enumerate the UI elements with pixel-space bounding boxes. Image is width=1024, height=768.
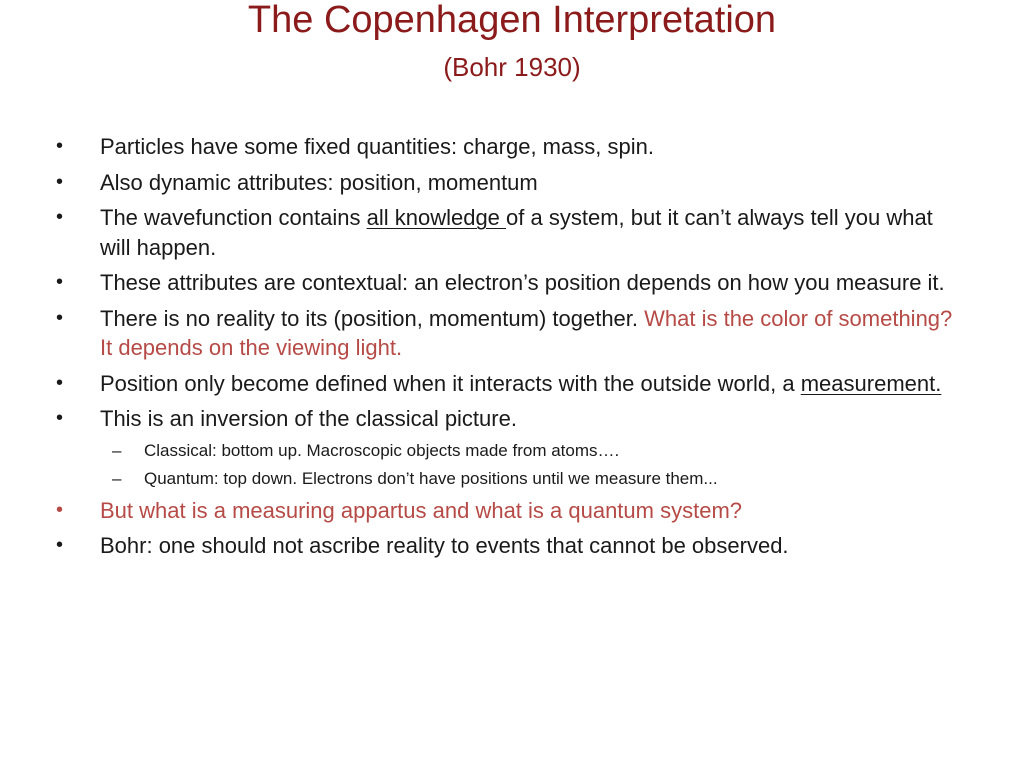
bullet-text-continued: of a system, but it can’t always tell you what will happen. [100, 205, 933, 260]
sub-bullet-item [56, 468, 956, 490]
bullet-icon: • [56, 135, 64, 157]
bullet-icon: • [56, 271, 64, 293]
bullet-item [56, 404, 956, 434]
bullet-text: Also dynamic attributes: position, momentum [100, 169, 538, 195]
bullet-text: There is no reality to its (position, momentum) together. [100, 305, 645, 331]
sub-bullet-text: Quantum: top down. Electrons don’t have positions until we measure them... [144, 468, 718, 488]
bullet-icon: • [56, 498, 64, 521]
bullet-item [56, 268, 956, 298]
bullet-text: Bohr: one should not ascribe reality to events that cannot be observed. [100, 533, 789, 558]
bullet-item [56, 531, 956, 561]
underlined-phrase: measurement. [800, 370, 942, 396]
sub-bullet-item [56, 440, 956, 462]
bullet-icon: • [56, 371, 64, 394]
bullet-item [56, 496, 956, 526]
bullet-text: But what is a measuring appartus and what is a quantum system? [100, 497, 743, 523]
slide-subtitle: (Bohr 1930) [443, 52, 581, 82]
slide-title: The Copenhagen Interpretation [247, 0, 777, 41]
sub-bullet-text: Classical: bottom up. Macroscopic objects made from atoms…. [144, 440, 620, 460]
bullet-text: These attributes are contextual: an electron’s position depends on how you measure it. [100, 270, 945, 295]
underlined-phrase: all knowledge [366, 205, 507, 230]
bullet-item [56, 132, 956, 162]
highlighted-phrase: What is the color of something? It depends on the viewing light. [100, 305, 953, 360]
bullet-text: Particles have some fixed quantities: charge, mass, spin. [100, 134, 654, 159]
bullet-icon: • [56, 306, 64, 329]
bullet-item [56, 168, 956, 198]
bullet-icon: • [56, 206, 64, 228]
bullet-text: Position only become defined when it interacts with the outside world, a [100, 370, 801, 396]
bullet-list [56, 132, 956, 567]
bullet-icon: • [56, 170, 64, 193]
dash-icon: – [112, 468, 122, 488]
bullet-item [56, 304, 956, 363]
bullet-icon: • [56, 534, 64, 556]
dash-icon: – [112, 440, 122, 460]
bullet-icon: • [56, 407, 64, 429]
bullet-text: The wavefunction contains [100, 205, 367, 230]
bullet-item [56, 369, 956, 399]
bullet-text: This is an inversion of the classical picture. [100, 406, 517, 431]
bullet-item [56, 203, 956, 262]
